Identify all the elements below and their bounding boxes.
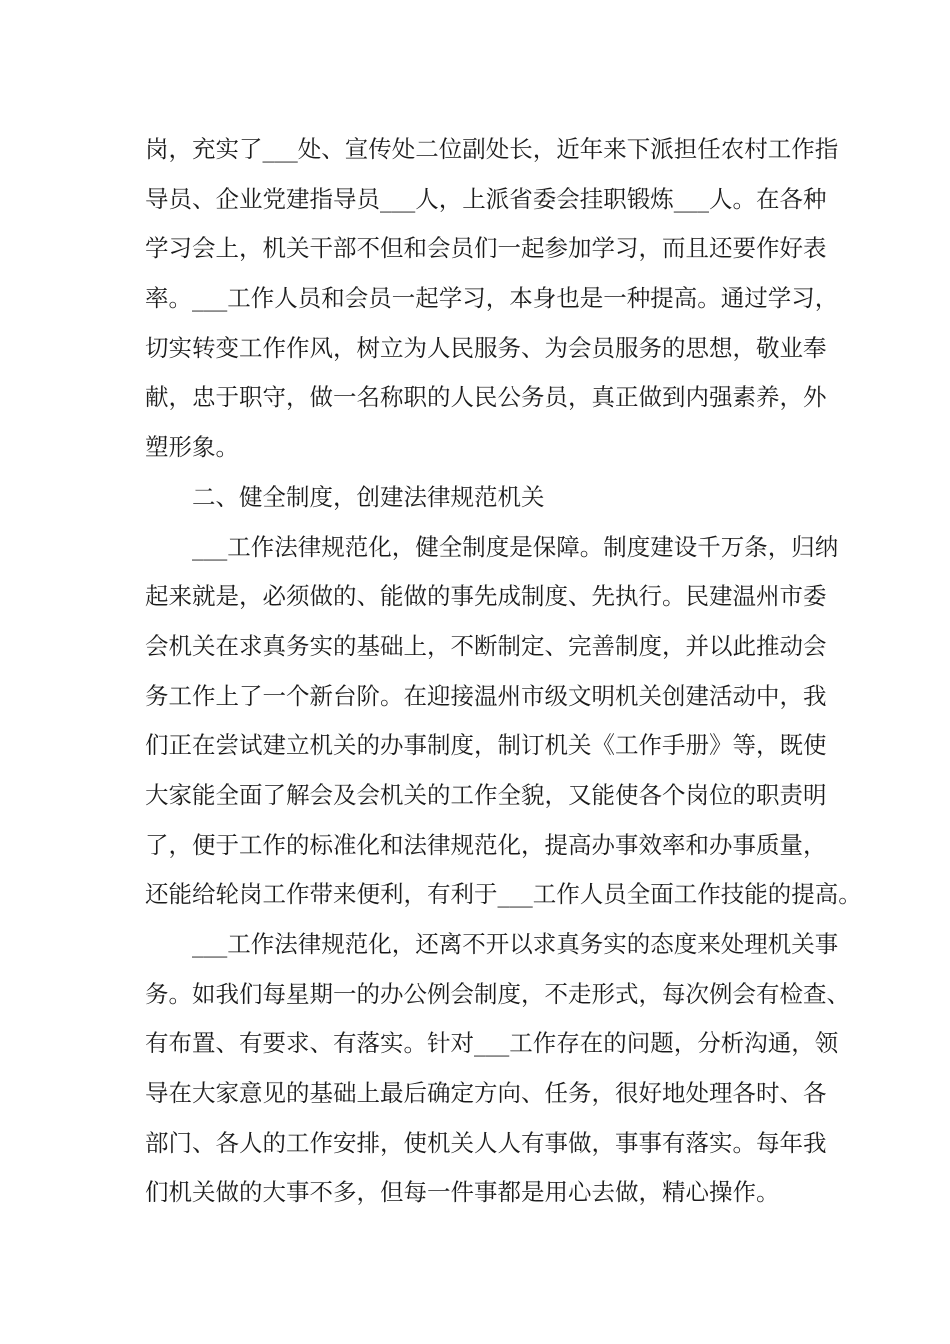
text-line: 们正在尝试建立机关的办事制度，制订机关《工作手册》等，既使 <box>145 731 827 760</box>
text-line: 起来就是，必须做的、能做的事先成制度、先执行。民建温州市委 <box>145 582 827 611</box>
text-line: 塑形象。 <box>145 433 239 462</box>
section-heading: 二、健全制度，创建法律规范机关 <box>192 482 545 511</box>
document-body <box>145 125 862 1218</box>
text-line: 们机关做的大事不多，但每一件事都是用心去做，精心操作。 <box>145 1178 780 1207</box>
text-line: 大家能全面了解会及会机关的工作全貌，又能使各个岗位的职责明 <box>145 780 827 809</box>
text-line: 有布置、有要求、有落实。针对___工作存在的问题，分析沟通，领 <box>145 1029 839 1058</box>
text-line: 务工作上了一个新台阶。在迎接温州市级文明机关创建活动中，我 <box>145 681 827 710</box>
text-line: 务。如我们每星期一的办公例会制度，不走形式，每次例会有检查、 <box>145 979 850 1008</box>
text-line: ___工作法律规范化，健全制度是保障。制度建设千万条，归纳 <box>192 532 839 561</box>
text-line: 献，忠于职守，做一名称职的人民公务员，真正做到内强素养，外 <box>145 383 827 412</box>
text-line: 岗，充实了___处、宣传处二位副处长，近年来下派担任农村工作指 <box>145 135 839 163</box>
text-line: 导在大家意见的基础上最后确定方向、任务，很好地处理各时、各 <box>145 1079 827 1108</box>
text-line: 学习会上，机关干部不但和会员们一起参加学习，而且还要作好表 <box>145 234 827 263</box>
text-line: ___工作法律规范化，还离不开以求真务实的态度来处理机关事 <box>192 930 839 958</box>
text-line: 率。___工作人员和会员一起学习，本身也是一种提高。通过学习， <box>145 284 839 313</box>
text-line: 还能给轮岗工作带来便利，有利于___工作人员全面工作技能的提高。 <box>145 880 862 909</box>
text-line: 会机关在求真务实的基础上，不断制定、完善制度，并以此推动会 <box>145 631 827 660</box>
text-line: 了，便于工作的标准化和法律规范化，提高办事效率和办事质量， <box>145 830 827 859</box>
text-line: 导员、企业党建指导员___人，上派省委会挂职锻炼___人。在各种 <box>145 184 827 213</box>
text-line: 部门、各人的工作安排，使机关人人有事做，事事有落实。每年我 <box>145 1128 827 1157</box>
text-line: 切实转变工作作风，树立为人民服务、为会员服务的思想，敬业奉 <box>145 333 827 362</box>
